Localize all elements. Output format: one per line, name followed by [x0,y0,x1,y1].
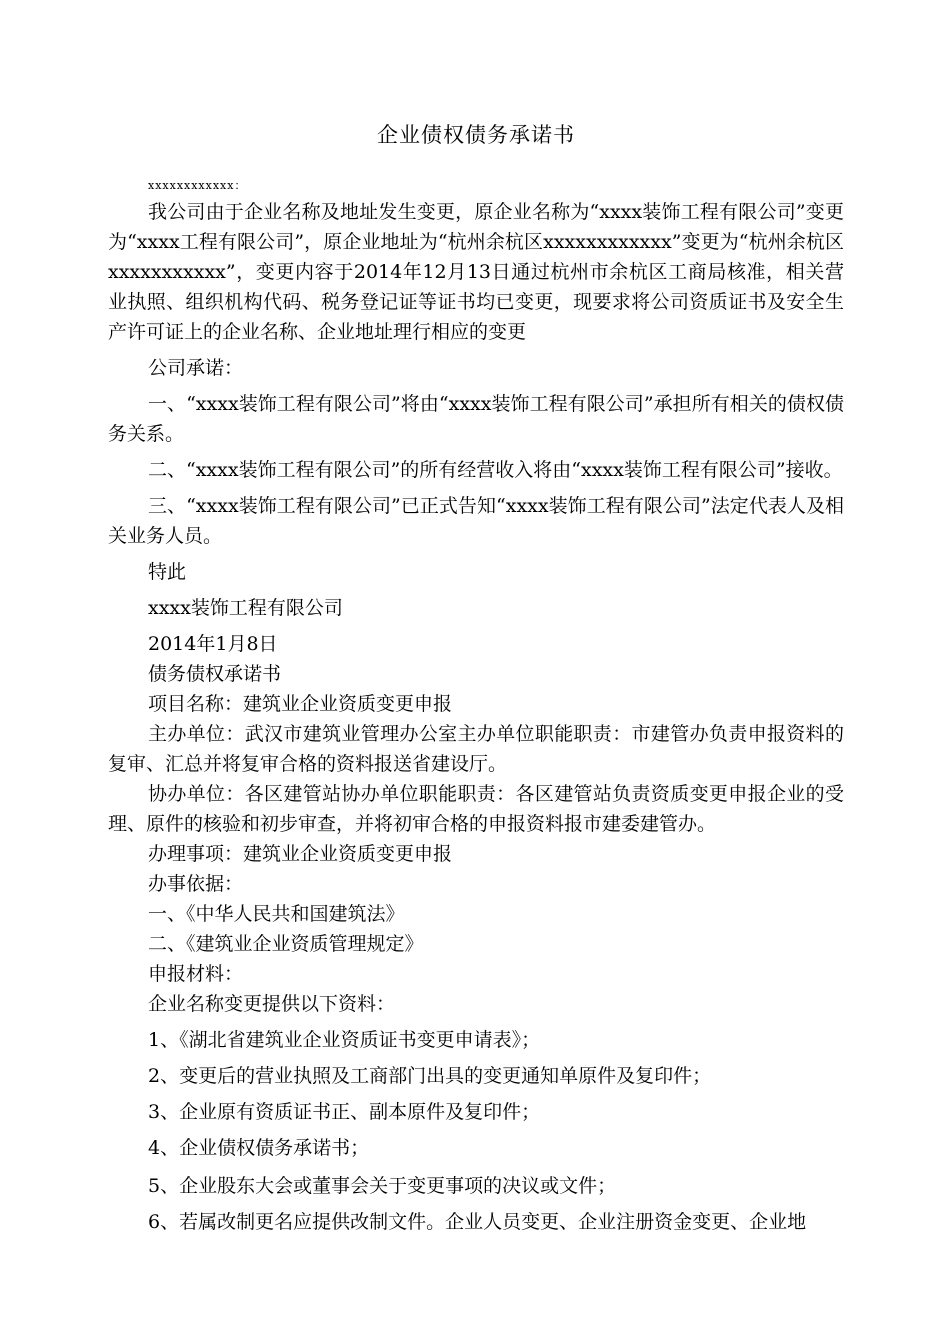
paragraph-host-unit: 主办单位：武汉市建筑业管理办公室主办单位职能职责：市建管办负责申报资料的复审、汇总并将复审合格的资料报送省建设厅。 [108,723,844,775]
paragraph-commitment-3: 三、“xxxx装饰工程有限公司”已正式告知“xxxx装饰工程有限公司”法定代表人及相关业务人员。 [108,495,844,547]
paragraph-commitment-2: 二、“xxxx装饰工程有限公司”的所有经营收入将由“xxxx装饰工程有限公司”接收。 [148,459,843,481]
paragraph-company-signature: xxxx装饰工程有限公司 [148,597,343,619]
document-body [108,197,844,1237]
paragraph-assist-unit: 协办单位：各区建管站协办单位职能职责：各区建管站负责资质变更申报企业的受理、原件的核验和初步审查，并将初审合格的申报资料报市建委建管办。 [108,783,844,835]
paragraph-second-title: 债务债权承诺书 [148,663,282,685]
paragraph-closing: 特此 [148,561,187,583]
paragraph-commitment-1: 一、“xxxx装饰工程有限公司”将由“xxxx装饰工程有限公司”承担所有相关的债权债务关系。 [108,393,844,445]
salutation: xxxxxxxxxxxx： [148,179,247,192]
paragraph-matter: 办理事项：建筑业企业资质变更申报 [148,843,453,865]
paragraph-basis-heading: 办事依据： [148,873,244,895]
paragraph-commitment-heading: 公司承诺： [148,357,244,379]
list-item-material-3: 3、企业原有资质证书正、副本原件及复印件； [148,1101,541,1123]
list-item-material-6: 6、若属改制更名应提供改制文件。企业人员变更、企业注册资金变更、企业地 [148,1211,807,1233]
paragraph-materials-heading: 申报材料： [148,963,244,985]
paragraph-date: 2014年1月8日 [148,633,278,655]
paragraph-materials-intro: 企业名称变更提供以下资料： [148,993,396,1015]
paragraph-change-statement: 我公司由于企业名称及地址发生变更，原企业名称为“xxxx装饰工程有限公司”变更为“xxxx工程有限公司”，原企业地址为“杭州余杭区xxxxxxxxxxxx”变更为“杭州余杭区xxxxxxxxxxx”，变更内容于2014年12月13日通过杭州市余杭区工商局核准，相关营业执照、组织机构代码、税务登记证等证书均已变更，现要求将公司资质证书及安全生产许可证上的企业名称、企业地址理行相应的变更 [108,201,844,343]
paragraph-basis-1: 一、《中华人民共和国建筑法》 [148,903,405,925]
document-title: 企业债权债务承诺书 [377,123,575,147]
list-item-material-2: 2、变更后的营业执照及工商部门出具的变更通知单原件及复印件； [148,1065,712,1087]
list-item-material-5: 5、企业股东大会或董事会关于变更事项的决议或文件； [148,1175,617,1197]
list-item-material-1: 1、《湖北省建筑业企业资质证书变更申请表》； [148,1029,541,1051]
list-item-material-4: 4、企业债权债务承诺书； [148,1137,370,1159]
paragraph-basis-2: 二、《建筑业企业资质管理规定》 [148,933,424,955]
paragraph-project-name: 项目名称：建筑业企业资质变更申报 [148,693,453,715]
